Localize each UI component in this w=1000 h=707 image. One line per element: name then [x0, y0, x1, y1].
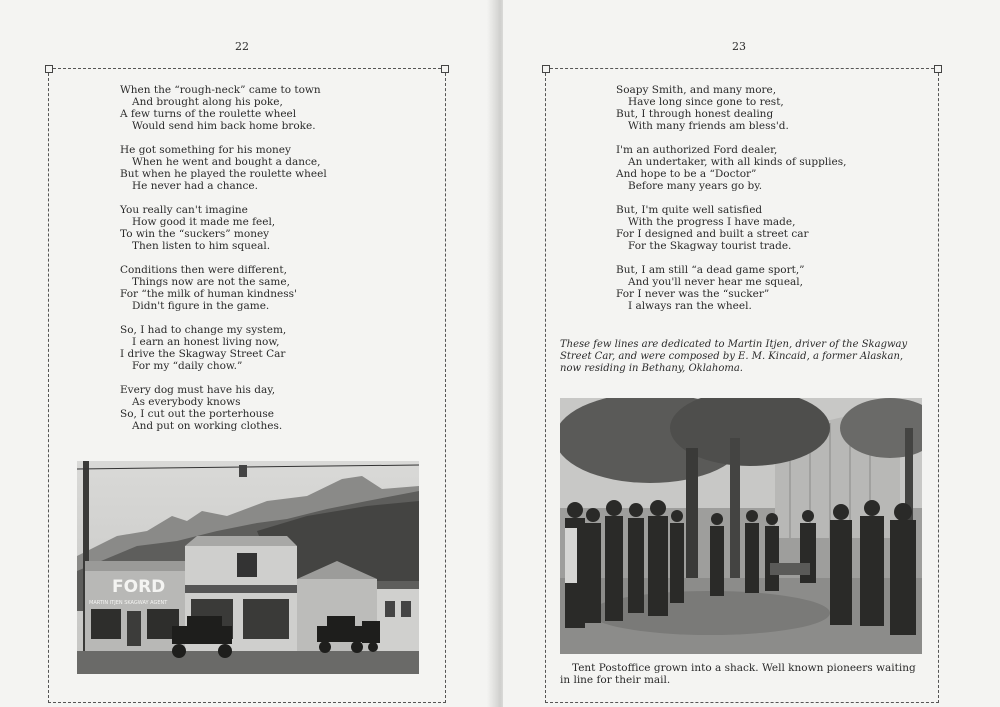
caption-line: in line for their mail.: [560, 674, 671, 686]
poem-line: I earn an honest living now,: [132, 336, 280, 348]
ford-dealership-photo: [77, 461, 419, 674]
stanza: [616, 84, 846, 132]
poem-line: But, I am still “a dead game sport,”: [616, 264, 805, 276]
poem-line: To win the “suckers” money: [120, 228, 270, 240]
poem-line: Things now are not the same,: [132, 276, 290, 288]
poem-line: But, I through honest dealing: [616, 108, 774, 120]
stanza: [120, 204, 327, 252]
poem-line: How good it made me feel,: [132, 216, 276, 228]
poem-line: He never had a chance.: [132, 180, 258, 192]
poem-line: For I never was the “sucker”: [616, 288, 770, 300]
stanza: [120, 384, 327, 432]
poem-line: But, I'm quite well satisfied: [616, 204, 763, 216]
poem-line: Before many years go by.: [628, 180, 763, 192]
poem-line: Didn't figure in the game.: [132, 300, 270, 312]
left-page: [0, 0, 497, 707]
poem-line: So, I had to change my system,: [120, 324, 287, 336]
right-poem: [616, 84, 846, 324]
left-poem: [120, 84, 327, 444]
dedication-note: [560, 339, 930, 375]
poem-line: With the progress I have made,: [628, 216, 796, 228]
poem-line: When the “rough-neck” came to town: [120, 84, 321, 96]
poem-line: And put on working clothes.: [132, 420, 283, 432]
dedication-line: Street Car, and were composed by E. M. Kincaid, a former Alaskan,: [560, 351, 904, 362]
poem-line: I always ran the wheel.: [628, 300, 752, 312]
poem-line: For the Skagway tourist trade.: [628, 240, 792, 252]
stanza: [616, 144, 846, 192]
poem-line: A few turns of the roulette wheel: [120, 108, 297, 120]
poem-line: But when he played the roulette wheel: [120, 168, 327, 180]
poem-line: An undertaker, with all kinds of supplies,: [628, 156, 847, 168]
poem-line: Would send him back home broke.: [132, 120, 316, 132]
poem-line: For my “daily chow.”: [132, 360, 243, 372]
dedication-line: These few lines are dedicated to Martin Itjen, driver of the Skagway: [560, 339, 908, 350]
ford-dealership-illustration: [77, 461, 419, 674]
stanza: [120, 324, 327, 372]
agent-sign: MARTIN ITJEN SKAGWAY AGENT: [89, 600, 168, 606]
poem-line: Conditions then were different,: [120, 264, 287, 276]
poem-line: And you'll never hear me squeal,: [628, 276, 803, 288]
poem-line: When he went and bought a dance,: [132, 156, 321, 168]
poem-line: With many friends am bless'd.: [628, 120, 789, 132]
stanza: [616, 204, 846, 252]
stanza: [120, 144, 327, 192]
photo-caption: [560, 662, 935, 686]
postoffice-photo: [560, 398, 922, 654]
poem-line: You really can't imagine: [120, 204, 248, 216]
right-page-number: 23: [732, 40, 746, 53]
poem-line: And brought along his poke,: [132, 96, 283, 108]
right-page: [503, 0, 1000, 707]
poem-line: Have long since gone to rest,: [628, 96, 784, 108]
poem-line: And hope to be a “Doctor”: [616, 168, 757, 180]
poem-line: I'm an authorized Ford dealer,: [616, 144, 778, 156]
poem-line: For “the milk of human kindness': [120, 288, 297, 300]
left-page-number: 22: [235, 40, 249, 53]
poem-line: For I designed and built a street car: [616, 228, 809, 240]
postoffice-illustration: [560, 398, 922, 654]
poem-line: Every dog must have his day,: [120, 384, 276, 396]
caption-line: Tent Postoffice grown into a shack. Well known pioneers waiting: [572, 662, 916, 674]
poem-line: As everybody knows: [132, 396, 241, 408]
stanza: [616, 264, 846, 312]
dedication-line: now residing in Bethany, Oklahoma.: [560, 363, 743, 374]
stanza: [120, 264, 327, 312]
poem-line: So, I cut out the porterhouse: [120, 408, 275, 420]
poem-line: I drive the Skagway Street Car: [120, 348, 286, 360]
ford-sign: FORD: [112, 577, 166, 597]
poem-line: Soapy Smith, and many more,: [616, 84, 777, 96]
poem-line: Then listen to him squeal.: [132, 240, 271, 252]
poem-line: He got something for his money: [120, 144, 291, 156]
stanza: [120, 84, 327, 132]
